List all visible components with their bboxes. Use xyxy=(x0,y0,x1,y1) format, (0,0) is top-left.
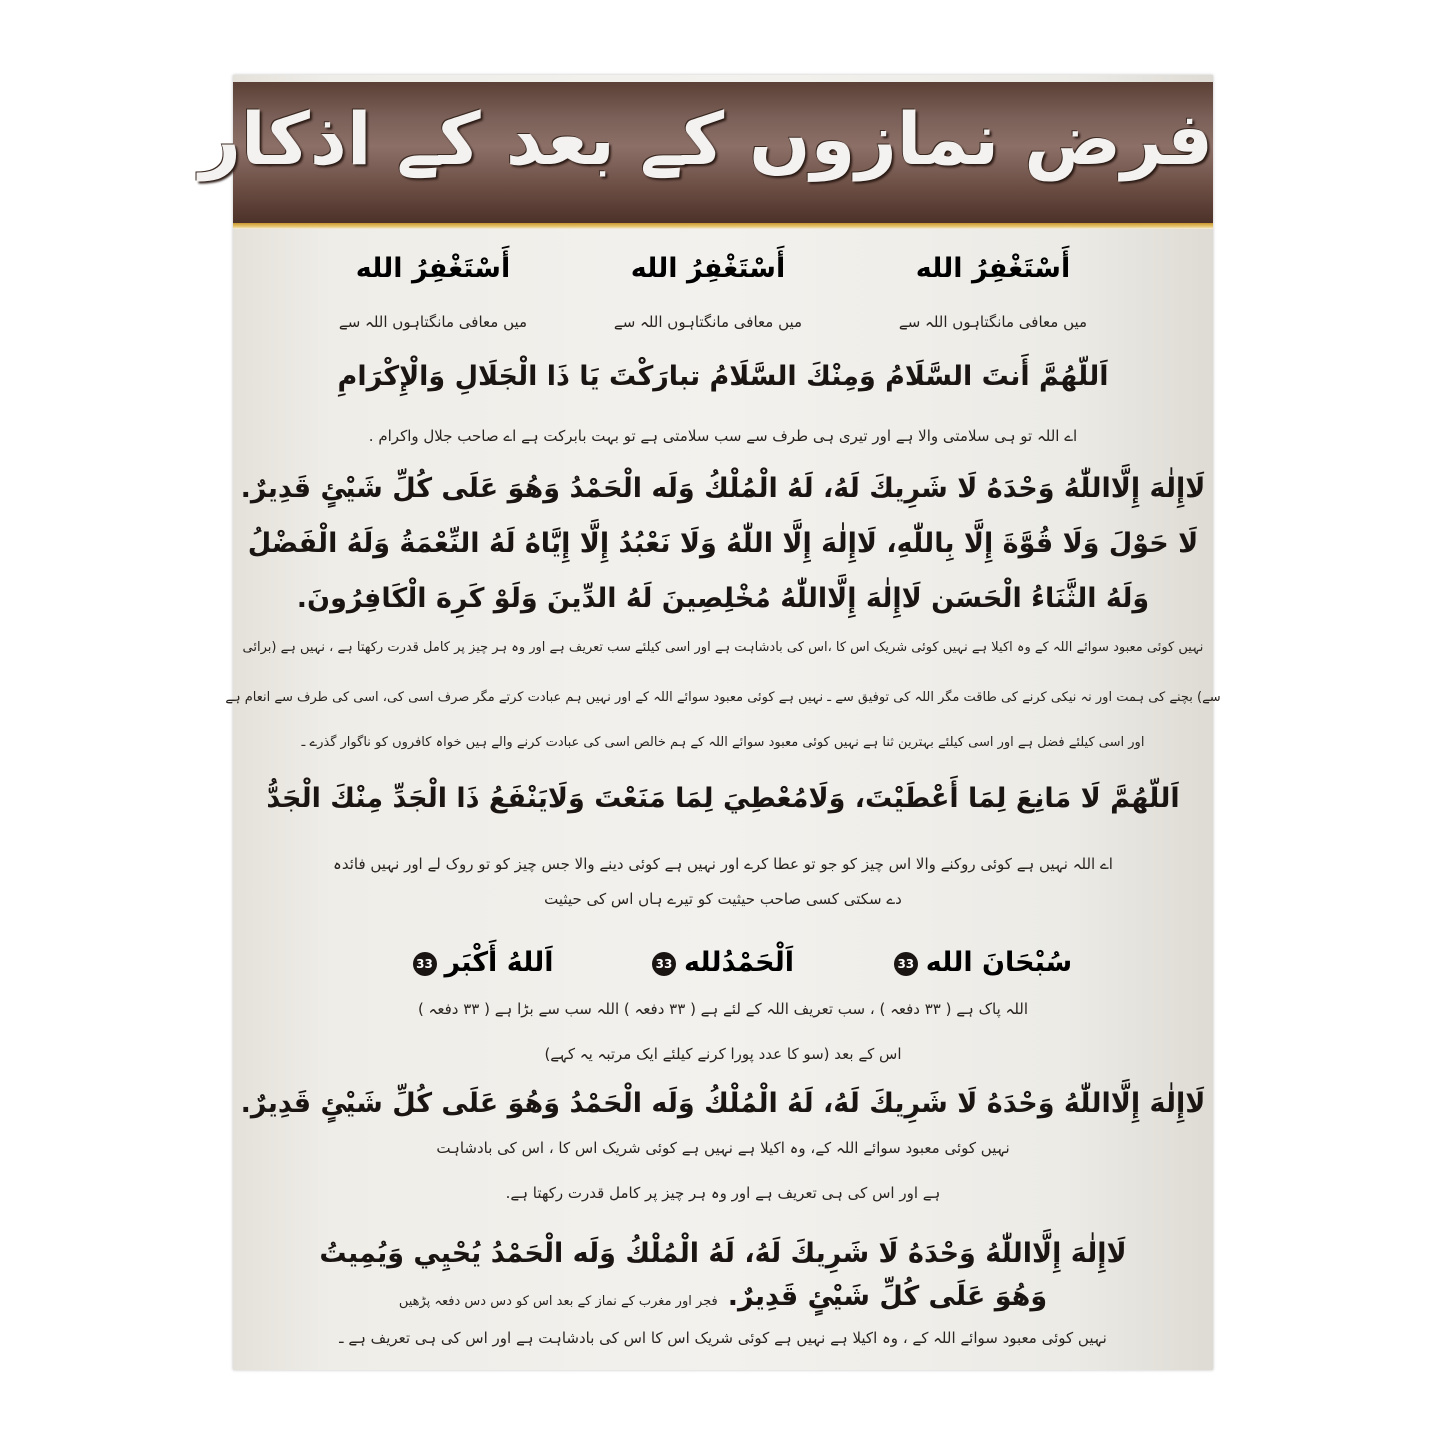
salam-arabic: اَللّهُمَّ أَنتَ السَّلَامُ وَمِنْكَ السَّلَامُ تبارَكْتَ يَا ذَا الْجَلَالِ وَالْإِكْرَامِ xyxy=(337,361,1109,392)
tahlil2-arabic: لَاإِلٰهَ إِلَّااللّٰهُ وَحْدَهُ لَا شَرِيكَ لَهُ، لَهُ الْمُلْكُ وَلَه الْحَمْدُ وَهُوَ عَلَى كُلِّ شَيْئٍ قَدِيرٌ. xyxy=(240,1088,1206,1119)
mani-arabic: اَللّهُمَّ لَا مَانِعَ لِمَا أَعْطَيْتَ، وَلَامُعْطِيَ لِمَا مَنَعْتَ وَلَايَنْفَعُ ذَا الْجَدِّ مِنْكَ الْجَدُّ xyxy=(266,783,1180,814)
istighfar-translation-3: میں معافی مانگتاہوں اللہ سے xyxy=(338,313,528,331)
tahlil-translation-line-2: سے) بچنے کی ہمت اور نہ نیکی کرنے کی طاقت مگر اللہ کی توفیق سے ـ نہیں ہے کوئی معبود سوائے اللہ کے اور نہیں ہم عبادت کرتے مگر صرف اسی کی، اسی کی طرف سے انعام ہے xyxy=(225,690,1221,705)
tahlil3-arabic-line-2: وَهُوَ عَلَى كُلِّ شَيْئٍ قَدِيرٌ. xyxy=(727,1281,1048,1312)
tasbih-alhamdulillah xyxy=(593,947,853,978)
count-badge: 33 xyxy=(652,952,676,976)
tasbih-text: اَلْحَمْدُلله xyxy=(683,947,795,978)
tahlil3-note: فجر اور مغرب کے نماز کے بعد اس کو دس دس دفعہ پڑھیں xyxy=(398,1294,718,1309)
mani-translation-line-2: دے سکتی کسی صاحب حیثیت کو تیرے ہاں اس کی حیثیت xyxy=(544,890,902,908)
tahlil3-arabic-line-1: لَاإِلٰهَ إِلَّااللّٰهُ وَحْدَهُ لَا شَرِيكَ لَهُ، لَهُ الْمُلْكُ وَلَه الْحَمْدُ يُحْيِي وَيُمِيتُ xyxy=(319,1238,1127,1269)
count-badge: 33 xyxy=(894,952,918,976)
banner-divider xyxy=(233,223,1213,229)
tasbih-translation: اللہ پاک ہے ( ۳۳ دفعہ ) ، سب تعریف اللہ کے لئے ہے ( ۳۳ دفعہ ) اللہ سب سے بڑا ہے ( ۳۳ دفعہ ) xyxy=(417,1000,1029,1018)
tahlil-translation-line-3: اور اسی کیلئے فضل ہے اور اسی کیلئے بہترین ثنا ہے نہیں کوئی معبود سوائے اللہ کے ہم خالص اسی کی عبادت کرنے والے ہیں خواہ کافروں کو ناگوار گذرے ـ xyxy=(301,735,1145,750)
istighfar-1: أَسْتَغْفِرُ الله xyxy=(915,253,1071,284)
hundred-instruction: اس کے بعد (سو کا عدد پورا کرنے کیلئے ایک مرتبہ یہ کہے) xyxy=(544,1045,902,1063)
salam-translation: اے اللہ تو ہی سلامتی والا ہے اور تیری ہی طرف سے سب سلامتی ہے تو بہت بابرکت ہے اے صاحب جلال واکرام . xyxy=(368,427,1078,445)
tasbih-allahuakbar xyxy=(353,947,613,978)
tasbih-text: سُبْحَانَ الله xyxy=(925,947,1073,978)
mani-translation-line-1: اے اللہ نہیں ہے کوئی روکنے والا اس چیز کو جو تو عطا کرے اور نہیں ہے کوئی دینے والا جس چیز کو تو روک لے اور نہیں فائدہ xyxy=(333,855,1113,873)
count-badge: 33 xyxy=(413,952,437,976)
tahlil3-translation: نہیں کوئی معبود سوائے اللہ کے ، وہ اکیلا ہے نہیں ہے کوئی شریک اس کا اس کی بادشاہت ہے اور اس کی ہی تعریف ہے ـ xyxy=(339,1329,1107,1347)
tahlil2-translation-line-2: ہے اور اس کی ہی تعریف ہے اور وہ ہر چیز پر کامل قدرت رکھتا ہے. xyxy=(505,1184,941,1202)
istighfar-2: أَسْتَغْفِرُ الله xyxy=(630,253,786,284)
istighfar-3: أَسْتَغْفِرُ الله xyxy=(355,253,511,284)
tahlil-arabic-line-2: لَا حَوْلَ وَلَا قُوَّةَ إِلَّا بِاللّٰهِ، لَاإِلٰهَ إِلَّا اللّٰهُ وَلَا نَعْبُدُ إِلَّا إِيَّاهُ لَهُ النِّعْمَةُ وَلَهُ الْفَضْلُ xyxy=(247,528,1199,559)
tahlil2-translation-line-1: نہیں کوئی معبود سوائے اللہ کے، وہ اکیلا ہے نہیں ہے کوئی شریک اس کا ، اس کی بادشاہت xyxy=(436,1139,1010,1157)
tahlil3-line-2 xyxy=(23,1281,1423,1312)
tahlil-arabic-line-3: وَلَهُ الثَّنَاءُ الْحَسَن لَاإِلٰهَ إِلَّااللّٰهُ مُخْلِصِينَ لَهُ الدِّينَ وَلَوْ كَرِهَ الْكَافِرُونَ. xyxy=(296,583,1150,614)
tahlil-arabic-line-1: لَاإِلٰهَ إِلَّااللّٰهُ وَحْدَهُ لَا شَرِيكَ لَهُ، لَهُ الْمُلْكُ وَلَه الْحَمْدُ وَهُوَ عَلَى كُلِّ شَيْئٍ قَدِيرٌ. xyxy=(240,473,1206,504)
tasbih-text: اَللهُ أَكْبَر xyxy=(444,947,554,978)
tahlil-translation-line-1: نہیں کوئی معبود سوائے اللہ کے وہ اکیلا ہے نہیں کوئی شریک اس کا ،اس کی بادشاہت ہے اور اسی کیلئے سب تعریف ہے اور وہ ہر چیز پر کامل قدرت رکھتا ہے ، نہیں ہے (برائی xyxy=(242,640,1204,655)
istighfar-translation-2: میں معافی مانگتاہوں اللہ سے xyxy=(613,313,803,331)
poster-title: فرض نمازوں کے بعد کے اذکار xyxy=(199,97,1213,181)
istighfar-translation-1: میں معافی مانگتاہوں اللہ سے xyxy=(898,313,1088,331)
adhkar-poster xyxy=(199,75,1221,1370)
tasbih-subhanallah xyxy=(853,947,1113,978)
